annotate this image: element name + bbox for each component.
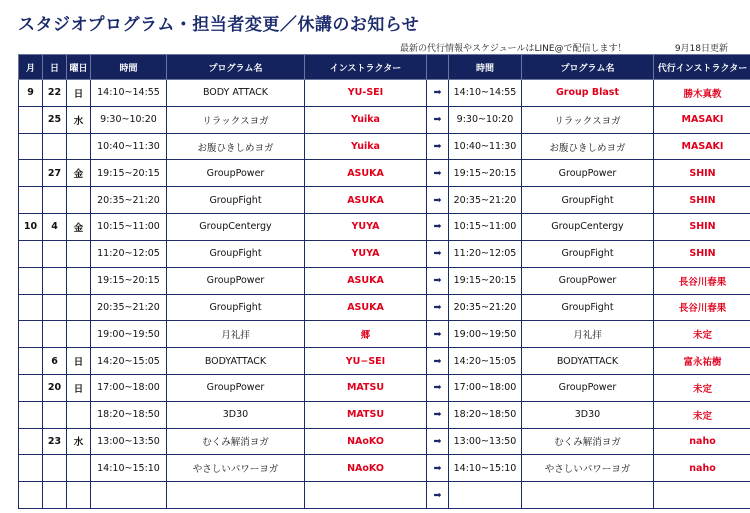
month-cell <box>19 160 43 187</box>
program-cell: 3D30 <box>167 401 305 428</box>
header-arrow <box>427 55 449 80</box>
day-cell <box>43 294 67 321</box>
time-cell: 14:20~15:05 <box>91 348 167 375</box>
program-cell: GroupPower <box>167 374 305 401</box>
time-cell: 14:10~15:10 <box>91 455 167 482</box>
new-program-cell <box>522 482 654 509</box>
table-row <box>19 106 750 133</box>
program-cell: GroupPower <box>167 160 305 187</box>
day-cell <box>43 321 67 348</box>
substitute-cell: SHIN <box>654 214 750 241</box>
header-weekday: 曜日 <box>67 55 91 80</box>
day-cell <box>43 401 67 428</box>
time-cell: 14:10~14:55 <box>91 80 167 107</box>
table-row <box>19 267 750 294</box>
instructor-cell: YUYA <box>305 214 427 241</box>
month-cell <box>19 294 43 321</box>
day-cell: 23 <box>43 428 67 455</box>
table-row <box>19 214 750 241</box>
program-cell: GroupFight <box>167 294 305 321</box>
month-cell <box>19 455 43 482</box>
instructor-cell: YUYA <box>305 240 427 267</box>
new-time-cell: 14:10~15:10 <box>449 455 522 482</box>
instructor-cell: Yuika <box>305 133 427 160</box>
time-cell: 11:20~12:05 <box>91 240 167 267</box>
time-cell <box>91 482 167 509</box>
table-row <box>19 348 750 375</box>
weekday-cell: 金 <box>67 214 91 241</box>
time-cell: 20:35~21:20 <box>91 294 167 321</box>
instructor-cell: ASUKA <box>305 294 427 321</box>
instructor-cell: ASUKA <box>305 267 427 294</box>
arrow-icon: ➡ <box>427 80 449 107</box>
new-time-cell: 13:00~13:50 <box>449 428 522 455</box>
weekday-cell <box>67 321 91 348</box>
day-cell <box>43 455 67 482</box>
header-month: 月 <box>19 55 43 80</box>
program-cell: GroupFight <box>167 240 305 267</box>
header-row <box>19 55 750 80</box>
table-row <box>19 321 750 348</box>
new-time-cell: 18:20~18:50 <box>449 401 522 428</box>
month-cell <box>19 401 43 428</box>
new-time-cell: 14:20~15:05 <box>449 348 522 375</box>
instructor-cell: YU-SEI <box>305 80 427 107</box>
month-cell: 10 <box>19 214 43 241</box>
table-row <box>19 428 750 455</box>
new-program-cell: やさしいパワーヨガ <box>522 455 654 482</box>
weekday-cell <box>67 401 91 428</box>
new-time-cell: 17:00~18:00 <box>449 374 522 401</box>
arrow-icon: ➡ <box>427 214 449 241</box>
weekday-cell <box>67 294 91 321</box>
table-row <box>19 160 750 187</box>
day-cell: 27 <box>43 160 67 187</box>
time-cell: 18:20~18:50 <box>91 401 167 428</box>
new-program-cell: 3D30 <box>522 401 654 428</box>
substitute-cell: MASAKI <box>654 133 750 160</box>
updated-date: 9月18日更新 <box>674 44 728 54</box>
program-cell: やさしいパワーヨガ <box>167 455 305 482</box>
substitute-cell: 未定 <box>654 401 750 428</box>
arrow-icon: ➡ <box>427 401 449 428</box>
instructor-cell <box>305 482 427 509</box>
header-new-time: 時間 <box>449 55 522 80</box>
substitute-cell: 富永祐樹 <box>654 348 750 375</box>
new-program-cell: GroupPower <box>522 267 654 294</box>
instructor-cell: 郷 <box>305 321 427 348</box>
table-row <box>19 133 750 160</box>
arrow-icon: ➡ <box>427 348 449 375</box>
new-program-cell: GroupFight <box>522 240 654 267</box>
new-program-cell: リラックスヨガ <box>522 106 654 133</box>
month-cell <box>19 267 43 294</box>
new-program-cell: GroupPower <box>522 374 654 401</box>
program-cell: お腹ひきしめヨガ <box>167 133 305 160</box>
month-cell <box>19 348 43 375</box>
new-program-cell: むくみ解消ヨガ <box>522 428 654 455</box>
table-row <box>19 455 750 482</box>
header-new-program: プログラム名 <box>522 55 654 80</box>
time-cell: 10:40~11:30 <box>91 133 167 160</box>
substitute-cell: MASAKI <box>654 106 750 133</box>
month-cell <box>19 374 43 401</box>
day-cell <box>43 187 67 214</box>
arrow-icon: ➡ <box>427 240 449 267</box>
schedule-table <box>18 54 750 509</box>
program-cell <box>167 482 305 509</box>
table-row <box>19 401 750 428</box>
weekday-cell <box>67 267 91 294</box>
header-instructor: インストラクター <box>305 55 427 80</box>
weekday-cell: 日 <box>67 80 91 107</box>
new-time-cell: 20:35~21:20 <box>449 187 522 214</box>
instructor-cell: ASUKA <box>305 187 427 214</box>
substitute-cell: SHIN <box>654 187 750 214</box>
arrow-icon: ➡ <box>427 428 449 455</box>
new-program-cell: BODYATTACK <box>522 348 654 375</box>
program-cell: リラックスヨガ <box>167 106 305 133</box>
table-row <box>19 187 750 214</box>
substitute-cell: naho <box>654 428 750 455</box>
month-cell: 9 <box>19 80 43 107</box>
new-program-cell: GroupCentergy <box>522 214 654 241</box>
day-cell <box>43 267 67 294</box>
table-row <box>19 80 750 107</box>
page-title: スタジオプログラム・担当者変更／休講のお知らせ <box>18 15 420 35</box>
arrow-icon: ➡ <box>427 374 449 401</box>
weekday-cell <box>67 455 91 482</box>
program-cell: GroupCentergy <box>167 214 305 241</box>
day-cell <box>43 482 67 509</box>
weekday-cell: 水 <box>67 428 91 455</box>
time-cell: 13:00~13:50 <box>91 428 167 455</box>
new-program-cell: 月礼拝 <box>522 321 654 348</box>
new-time-cell: 14:10~14:55 <box>449 80 522 107</box>
day-cell: 25 <box>43 106 67 133</box>
day-cell: 20 <box>43 374 67 401</box>
arrow-icon: ➡ <box>427 482 449 509</box>
instructor-cell: NAoKO <box>305 455 427 482</box>
weekday-cell <box>67 187 91 214</box>
time-cell: 19:00~19:50 <box>91 321 167 348</box>
new-program-cell: GroupPower <box>522 160 654 187</box>
day-cell: 4 <box>43 214 67 241</box>
substitute-cell: 長谷川春果 <box>654 267 750 294</box>
weekday-cell: 金 <box>67 160 91 187</box>
table-row <box>19 482 750 509</box>
substitute-cell: 勝木真教 <box>654 80 750 107</box>
program-cell: BODYATTACK <box>167 348 305 375</box>
substitute-cell <box>654 482 750 509</box>
day-cell <box>43 240 67 267</box>
month-cell <box>19 482 43 509</box>
time-cell: 19:15~20:15 <box>91 160 167 187</box>
new-time-cell: 20:35~21:20 <box>449 294 522 321</box>
new-program-cell: GroupFight <box>522 294 654 321</box>
schedule-rows <box>19 80 750 509</box>
time-cell: 10:15~11:00 <box>91 214 167 241</box>
table-row <box>19 294 750 321</box>
month-cell <box>19 106 43 133</box>
arrow-icon: ➡ <box>427 133 449 160</box>
header-day: 日 <box>43 55 67 80</box>
table-row <box>19 374 750 401</box>
program-cell: 月礼拝 <box>167 321 305 348</box>
arrow-icon: ➡ <box>427 267 449 294</box>
weekday-cell: 日 <box>67 374 91 401</box>
new-time-cell: 19:15~20:15 <box>449 160 522 187</box>
day-cell: 6 <box>43 348 67 375</box>
new-time-cell: 11:20~12:05 <box>449 240 522 267</box>
header-time: 時間 <box>91 55 167 80</box>
time-cell: 9:30~10:20 <box>91 106 167 133</box>
new-program-cell: Group Blast <box>522 80 654 107</box>
arrow-icon: ➡ <box>427 187 449 214</box>
substitute-cell: 未定 <box>654 374 750 401</box>
arrow-icon: ➡ <box>427 321 449 348</box>
new-program-cell: GroupFight <box>522 187 654 214</box>
day-cell <box>43 133 67 160</box>
substitute-cell: 未定 <box>654 321 750 348</box>
header-program: プログラム名 <box>167 55 305 80</box>
arrow-icon: ➡ <box>427 106 449 133</box>
weekday-cell <box>67 482 91 509</box>
program-cell: GroupPower <box>167 267 305 294</box>
program-cell: むくみ解消ヨガ <box>167 428 305 455</box>
month-cell <box>19 321 43 348</box>
new-time-cell: 19:15~20:15 <box>449 267 522 294</box>
substitute-cell: 長谷川春果 <box>654 294 750 321</box>
arrow-icon: ➡ <box>427 294 449 321</box>
instructor-cell: YU−SEI <box>305 348 427 375</box>
time-cell: 19:15~20:15 <box>91 267 167 294</box>
weekday-cell: 水 <box>67 106 91 133</box>
month-cell <box>19 428 43 455</box>
month-cell <box>19 187 43 214</box>
table-row <box>19 240 750 267</box>
instructor-cell: Yuika <box>305 106 427 133</box>
new-time-cell: 10:40~11:30 <box>449 133 522 160</box>
weekday-cell: 日 <box>67 348 91 375</box>
time-cell: 20:35~21:20 <box>91 187 167 214</box>
instructor-cell: NAoKO <box>305 428 427 455</box>
substitute-cell: naho <box>654 455 750 482</box>
program-cell: BODY ATTACK <box>167 80 305 107</box>
instructor-cell: MATSU <box>305 401 427 428</box>
month-cell <box>19 240 43 267</box>
new-time-cell <box>449 482 522 509</box>
instructor-cell: ASUKA <box>305 160 427 187</box>
program-cell: GroupFight <box>167 187 305 214</box>
weekday-cell <box>67 240 91 267</box>
new-time-cell: 10:15~11:00 <box>449 214 522 241</box>
arrow-icon: ➡ <box>427 455 449 482</box>
new-time-cell: 19:00~19:50 <box>449 321 522 348</box>
substitute-cell: SHIN <box>654 160 750 187</box>
header-substitute: 代行インストラクター <box>654 55 750 80</box>
time-cell: 17:00~18:00 <box>91 374 167 401</box>
month-cell <box>19 133 43 160</box>
weekday-cell <box>67 133 91 160</box>
new-program-cell: お腹ひきしめヨガ <box>522 133 654 160</box>
day-cell: 22 <box>43 80 67 107</box>
new-time-cell: 9:30~10:20 <box>449 106 522 133</box>
substitute-cell: SHIN <box>654 240 750 267</box>
line-notice: 最新の代行情報やスケジュールはLINE@で配信します！ <box>400 44 627 54</box>
instructor-cell: MATSU <box>305 374 427 401</box>
arrow-icon: ➡ <box>427 160 449 187</box>
